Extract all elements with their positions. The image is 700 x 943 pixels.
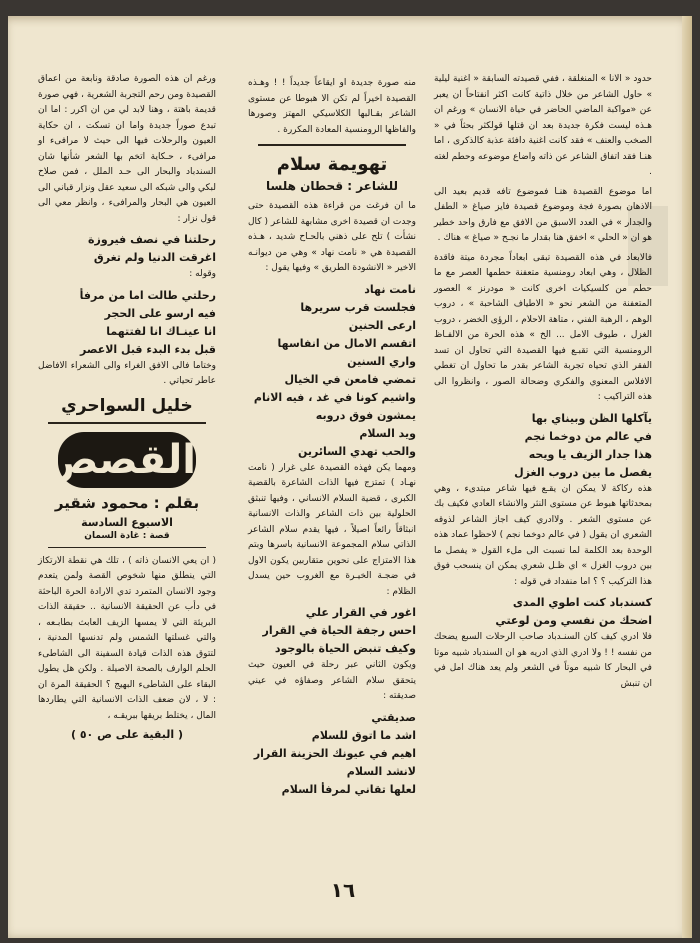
verse-line: اغور في القرار علي — [305, 606, 416, 619]
verse-line: والحب تهدي السائرين — [297, 444, 416, 458]
continued-note: ( البقية على ص ٥٠ ) — [70, 728, 184, 741]
verse-line: لانشد السلام — [346, 764, 416, 778]
verse-line: صديقتي — [371, 710, 416, 724]
page-edge-shadow — [682, 16, 692, 938]
divider — [258, 144, 406, 146]
paragraph: فالابعاد في هذه القصيدة تبقى ابعاداً مجردة ميتة فاقدة الظلال ، وهي ابعاد رومنسية متعفنة حطمها العصر مع ما حطم من كلسيكيات اخرى كانت « مودرنز » العصور المتعفنة من الشعر نحو « الاطياف الشاحبة » ، دروب الوهم ، الرهبة الفني ، متاهة الاحلام ، الرؤى الخضر ، دروب الغزل ، طيوف الامل ... الخ » هذه الحرة من الالفـاظ الرومنسية التي تقبـع فيها القصيدة التي تحاول ان تسد الفقر الذي تحياه تجربة الشاعر بقدر ما تحاول ان تغطي الافلاس المعنوي والفكري وضحالة الصور ، وانظروا الى هذه التراكيب : — [434, 252, 652, 402]
column-right — [434, 72, 652, 696]
paragraph: ما ان فرغت من قراءة هذه القصيدة حتى وجدت ان قصيدة اخرى مشابهة للشاعر ( كال نشأت ) تلح على ذهني بالحـاح شديد ، هـذه القصيدة هي « نامت نهاد » وهي من ديوانـه الاخير « الانشودة الطريق » وفيها يقول : — [248, 201, 416, 273]
verse-line: في عالم من دوخما نجم — [524, 429, 652, 443]
verse-line: انا عينـاك انا لفتتهما — [106, 324, 216, 338]
paragraph: وختاما فالى الافق الغراء والى الشعراء الافاضل عاطر تحياتي . — [38, 360, 216, 386]
verse-line: يآكلها الظن وبيناي بها — [531, 411, 652, 425]
verse-line: رحلتي طالت اما من مرفأ — [79, 288, 216, 302]
verse-line: اتقسم الامال من انفاسها — [277, 336, 416, 350]
verse-line: يمشون فوق دروبه — [315, 408, 416, 422]
verse-line: اشد ما اتوق للسلام — [311, 728, 416, 742]
poet-name: للشاعر : قحطان هلسا — [266, 179, 398, 193]
verse-line: تمضي فامعن في الخيال — [284, 372, 416, 386]
verse-line: يفصل ما بين دروب الغزل — [514, 465, 652, 479]
paragraph: منه صورة جديدة او ايقاعاً جديداً ! ! وهـذه القصيدة اخيراً لم تكن الا هبوطا عن مستوى الشاعر بقـالبها الكلاسيكي المهتز وصورها والفاظها الرومنسية المعادة المكررة . — [248, 78, 416, 135]
paragraph: حدود « الانا » المنغلقة ، ففي قصيدته السابقة « اغنية ليلية » حاول الشاعر من خلال ذاتية كانت اكثر انفتاحاً ان يعبر عن «مواكبة الماضي الحاضر في حياة الانسان » ورغم ان هـذه ليست فكرة جديدة بعد ان قتلها قولكثر بحثاً في « الصخب والعنف » فقد كانت اغنية دافئة عذبة كالذكرى ، اما هنـا فقد اتفاق الشاعر عن ذاته واضاع موضوعه وحطم لغته . — [434, 74, 652, 177]
verse-line: ارعى الحنين — [348, 318, 416, 332]
verse-line: قبل بدء البدء قبل الاعصر — [80, 342, 216, 356]
verse-line: احس رجفة الحياة في القرار — [262, 624, 416, 637]
verse-line: فيه ارسو على الحجر — [104, 306, 216, 320]
paragraph: ويكون الثاني عبر رحلة في العيون حيث يتحقق سلام الشاعر وصفاؤه في عيني صديقته : — [248, 660, 416, 701]
verse-line: واري السنين — [347, 354, 416, 368]
divider — [48, 422, 206, 424]
column-left — [38, 72, 216, 741]
verse-line: كسندباد كنت اطوي المدى — [512, 596, 652, 609]
verse-line: ويد السلام — [359, 426, 416, 440]
story-author: قصة : غادة السمان — [84, 530, 170, 541]
section-title-banner: القصص — [58, 432, 196, 488]
verse-line: لعلها تقاني لمرفأ السلام — [281, 782, 416, 796]
verse-line: اهيم في عيونك الحزينة القرار — [253, 746, 416, 760]
verse-line: اغرقت الدنيا ولم تغرق — [93, 251, 216, 264]
verse-line: فجلست قرب سريرها — [300, 300, 416, 314]
author-signature: خليل السواحري — [61, 395, 193, 416]
page-number: ١٦ — [330, 878, 356, 902]
story-subtitle: الاسبوع السادسة — [81, 515, 173, 529]
byline: بقلم : محمود شقير — [54, 493, 200, 512]
verse-line: نامت نهاد — [364, 282, 416, 296]
divider — [48, 547, 206, 548]
poem-title: تهويمة سلام — [276, 154, 388, 175]
verse-line: وكيف تنبض الحياة بالوجود — [274, 642, 416, 655]
paragraph: ومهما يكن فهذه القصيدة على غرار ( نامت نهـاد ) تمتزج فيها الذات الشاعرة بالقضية الكبرى ، قضية السلام الانساني ، وفيها تنبثق الحلولية بين ذات الشاعر والذات الانسانية انبثاقاً رائعاً اصيلاً ، فيها يقدم سلام الشاعر الذاتي سلام المجموعة الانسانية باسرها وبتم هذا الامتزاج على نحوين متقاربين يكون الاول في ضجـة الخيـرة مع الغروب حين يسدل الظلام : — [248, 462, 416, 597]
paragraph: ( ان يعي الانسان ذاته ) ، تلك هي نقطة الارتكاز التي ينطلق منها شخوص القصة ولمن يتعدم وجود الانسان المتمرد تدي الارادة الحرة الباحثة في دأب عن الحقيقة الانسانية .. حقيقة الذات البريئة التي لا يمسها الزيف العابث بطابـعه ، والتي غسلتها الشمس ولم تدنسها المدنية ، لتتوق هذه الذات قيادة السفينة الى الشاطىء الحلم الوارف بالصحة الاصيلة . ولكن هل يطول البقاء على الشاطىء البهيج ؟ الحقيقة المرة ان : لا ، لان ضعف الذات الانسانية التي يطاردها المال ، يختلط بريقها ببريقـه ، — [38, 555, 216, 721]
verse-line: اضحك من نفسي ومن لوعتي — [495, 614, 652, 627]
paragraph: فلا ادري كيف كان السنـدباد صاحب الرحلات السبع يضحك من نفسه ! ! ولا ادري الذي ادريه هو ان السندباد شبيه موتا في البحار كا شبيه موتاً في الشعر ولم يعد هناك امل في ان تنبش — [434, 632, 652, 689]
paragraph: اما موضوع القصيدة هنـا فموضوع تافه قديم بعيد الى الاذهان بصورة فجة وموضوع قصيدة فايز صياغ « الطفل والجدار » في العدد الاسبق من الافق مع فارق واحد خطير هو ان « الحلي » اخفق هنا بقدار ما نجـح « صياغ » هناك . — [434, 186, 652, 243]
magazine-page — [8, 16, 692, 938]
column-middle — [248, 76, 416, 799]
verse-line: رحلتنا في نصف فيروزة — [88, 233, 216, 246]
verse-line: واشيم كونا في غد ، فيه الانام — [253, 390, 416, 404]
verse-line: هذا جدار الزيف يا ويحه — [528, 447, 652, 461]
paragraph: ورغم ان هذه الصورة صادقة ونابعة من اعماق القصيدة ومن رحم التجربة الشعرية ، فهي صورة قديمة باهتة ، وهنا لابد لي من ان اكرر : اما ان تبدع صوراً جديدة واما ان تسكت ، ان حكاية العيون والرحلات فيها الى حيث لا مرافىء او مرافىء ، حـكاية اتخم بها الشعر شأنها شان السندباد والبحار الى حـد الملل ، فمن صلاح لبكي والى شبكه الى سعيد عقل ونزار قباني الى العيون هي البحار والمرافىء ، وانظر معي الى قول نزار : — [38, 74, 216, 224]
label: وقوله : — [189, 269, 216, 279]
paragraph: هذه ركاكة لا يمكن ان يقـع فيها شاعر مبتدىء ، وهي بمحدثاتها هبوط عن مستوى النثر والانشاء العادي فكيف بك عن مستوى الشعر . ولاادري كيف اجاز الشاعر لذوقه الشعري ان يقول ( في عالم دوخما نجم ) لاحظوا عماد هذه الوحدة بعد الكلمة لما نسبت الى ملء القول « يفصل ما بين دروب الغزل » اي ظـل شعري يمكن ان ينسحب فوق هذا التركيب ؟ ؟ اما منفداد في قوله : — [434, 483, 652, 587]
